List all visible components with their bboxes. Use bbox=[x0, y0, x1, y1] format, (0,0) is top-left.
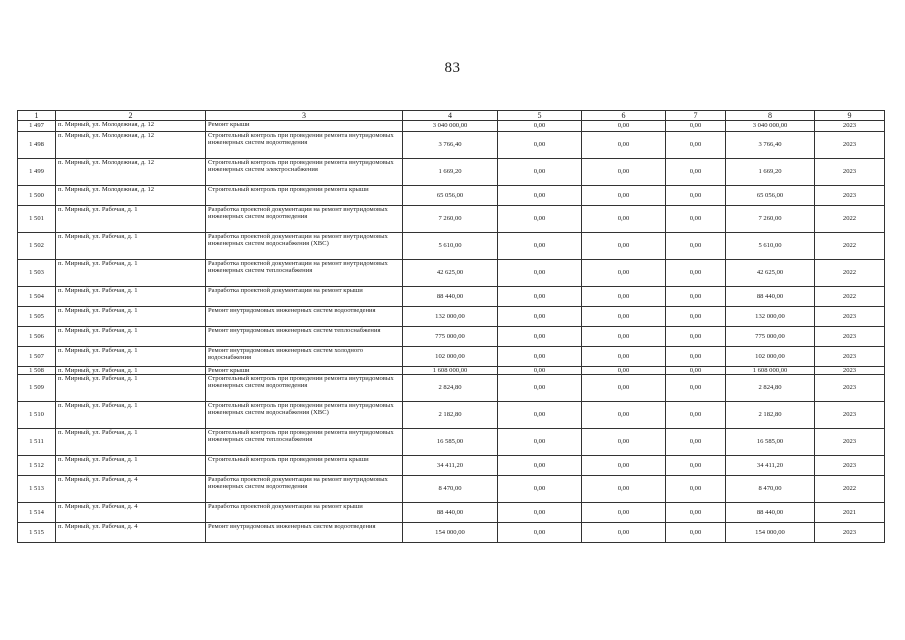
amount-col8-cell: 7 260,00 bbox=[726, 206, 815, 233]
address-cell: п. Мирный, ул. Рабочая, д. 1 bbox=[56, 206, 206, 233]
amount-col8-cell: 775 000,00 bbox=[726, 327, 815, 347]
amount-total-cell: 7 260,00 bbox=[403, 206, 498, 233]
work-type-cell: Строительный контроль при проведении ремонта крыши bbox=[206, 456, 403, 476]
year-cell: 2023 bbox=[815, 367, 885, 375]
address-cell: п. Мирный, ул. Рабочая, д. 1 bbox=[56, 429, 206, 456]
amount-col7-cell: 0,00 bbox=[666, 121, 726, 132]
amount-col6-cell: 0,00 bbox=[582, 206, 666, 233]
work-type-cell: Разработка проектной документации на ремонт внутридомовых инженерных систем водоотведения bbox=[206, 476, 403, 503]
table-row bbox=[18, 233, 885, 260]
amount-col8-cell: 42 625,00 bbox=[726, 260, 815, 287]
registry-table bbox=[17, 110, 885, 543]
amount-col5-cell: 0,00 bbox=[498, 260, 582, 287]
amount-total-cell: 8 470,00 bbox=[403, 476, 498, 503]
row-number: 1 505 bbox=[18, 307, 56, 327]
amount-col7-cell: 0,00 bbox=[666, 159, 726, 186]
column-header-9: 9 bbox=[815, 111, 885, 121]
year-cell: 2023 bbox=[815, 347, 885, 367]
amount-total-cell: 1 669,20 bbox=[403, 159, 498, 186]
table-row bbox=[18, 476, 885, 503]
address-cell: п. Мирный, ул. Молодежная, д. 12 bbox=[56, 121, 206, 132]
work-type-cell: Строительный контроль при проведении ремонта внутридомовых инженерных систем теплоснабжения bbox=[206, 429, 403, 456]
row-number: 1 497 bbox=[18, 121, 56, 132]
column-header-5: 5 bbox=[498, 111, 582, 121]
amount-col6-cell: 0,00 bbox=[582, 523, 666, 543]
header-row bbox=[18, 111, 885, 121]
year-cell: 2022 bbox=[815, 287, 885, 307]
amount-col7-cell: 0,00 bbox=[666, 523, 726, 543]
table-row bbox=[18, 456, 885, 476]
amount-col8-cell: 154 000,00 bbox=[726, 523, 815, 543]
amount-col8-cell: 34 411,20 bbox=[726, 456, 815, 476]
table-row bbox=[18, 375, 885, 402]
table-row bbox=[18, 260, 885, 287]
work-type-cell: Строительный контроль при проведении ремонта внутридомовых инженерных систем водоотведения bbox=[206, 375, 403, 402]
amount-col6-cell: 0,00 bbox=[582, 327, 666, 347]
amount-col6-cell: 0,00 bbox=[582, 503, 666, 523]
amount-col7-cell: 0,00 bbox=[666, 429, 726, 456]
year-cell: 2023 bbox=[815, 456, 885, 476]
column-header-2: 2 bbox=[56, 111, 206, 121]
address-cell: п. Мирный, ул. Рабочая, д. 1 bbox=[56, 375, 206, 402]
amount-col7-cell: 0,00 bbox=[666, 347, 726, 367]
year-cell: 2023 bbox=[815, 121, 885, 132]
amount-col6-cell: 0,00 bbox=[582, 132, 666, 159]
address-cell: п. Мирный, ул. Рабочая, д. 1 bbox=[56, 402, 206, 429]
row-number: 1 511 bbox=[18, 429, 56, 456]
amount-col7-cell: 0,00 bbox=[666, 503, 726, 523]
address-cell: п. Мирный, ул. Рабочая, д. 1 bbox=[56, 233, 206, 260]
amount-col5-cell: 0,00 bbox=[498, 503, 582, 523]
amount-total-cell: 154 000,00 bbox=[403, 523, 498, 543]
table-row bbox=[18, 402, 885, 429]
amount-col5-cell: 0,00 bbox=[498, 186, 582, 206]
address-cell: п. Мирный, ул. Рабочая, д. 4 bbox=[56, 476, 206, 503]
amount-col5-cell: 0,00 bbox=[498, 456, 582, 476]
amount-col8-cell: 1 669,20 bbox=[726, 159, 815, 186]
year-cell: 2022 bbox=[815, 260, 885, 287]
amount-col7-cell: 0,00 bbox=[666, 402, 726, 429]
row-number: 1 512 bbox=[18, 456, 56, 476]
year-cell: 2023 bbox=[815, 132, 885, 159]
address-cell: п. Мирный, ул. Рабочая, д. 1 bbox=[56, 327, 206, 347]
amount-col7-cell: 0,00 bbox=[666, 260, 726, 287]
amount-col6-cell: 0,00 bbox=[582, 233, 666, 260]
amount-col6-cell: 0,00 bbox=[582, 476, 666, 503]
amount-col6-cell: 0,00 bbox=[582, 159, 666, 186]
work-type-cell: Ремонт крыши bbox=[206, 121, 403, 132]
amount-col5-cell: 0,00 bbox=[498, 121, 582, 132]
row-number: 1 503 bbox=[18, 260, 56, 287]
amount-col6-cell: 0,00 bbox=[582, 456, 666, 476]
work-type-cell: Ремонт крыши bbox=[206, 367, 403, 375]
table-row bbox=[18, 287, 885, 307]
amount-col5-cell: 0,00 bbox=[498, 375, 582, 402]
address-cell: п. Мирный, ул. Рабочая, д. 1 bbox=[56, 347, 206, 367]
amount-col6-cell: 0,00 bbox=[582, 307, 666, 327]
address-cell: п. Мирный, ул. Рабочая, д. 1 bbox=[56, 287, 206, 307]
row-number: 1 506 bbox=[18, 327, 56, 347]
amount-col7-cell: 0,00 bbox=[666, 307, 726, 327]
year-cell: 2022 bbox=[815, 476, 885, 503]
amount-col6-cell: 0,00 bbox=[582, 121, 666, 132]
amount-total-cell: 34 411,20 bbox=[403, 456, 498, 476]
amount-col6-cell: 0,00 bbox=[582, 287, 666, 307]
amount-total-cell: 65 056,00 bbox=[403, 186, 498, 206]
amount-total-cell: 2 824,80 bbox=[403, 375, 498, 402]
amount-col8-cell: 132 000,00 bbox=[726, 307, 815, 327]
year-cell: 2023 bbox=[815, 402, 885, 429]
page-number: 83 bbox=[444, 60, 461, 76]
address-cell: п. Мирный, ул. Рабочая, д. 4 bbox=[56, 523, 206, 543]
amount-col5-cell: 0,00 bbox=[498, 367, 582, 375]
amount-col8-cell: 3 040 000,00 bbox=[726, 121, 815, 132]
work-type-cell: Разработка проектной документации на ремонт крыши bbox=[206, 287, 403, 307]
year-cell: 2022 bbox=[815, 233, 885, 260]
amount-col8-cell: 3 766,40 bbox=[726, 132, 815, 159]
address-cell: п. Мирный, ул. Рабочая, д. 1 bbox=[56, 260, 206, 287]
column-header-4: 4 bbox=[403, 111, 498, 121]
amount-col5-cell: 0,00 bbox=[498, 429, 582, 456]
amount-total-cell: 102 000,00 bbox=[403, 347, 498, 367]
work-type-cell: Разработка проектной документации на ремонт внутридомовых инженерных систем теплоснабжения bbox=[206, 260, 403, 287]
row-number: 1 500 bbox=[18, 186, 56, 206]
amount-col7-cell: 0,00 bbox=[666, 327, 726, 347]
column-header-8: 8 bbox=[726, 111, 815, 121]
amount-col5-cell: 0,00 bbox=[498, 132, 582, 159]
row-number: 1 510 bbox=[18, 402, 56, 429]
row-number: 1 507 bbox=[18, 347, 56, 367]
table-row bbox=[18, 429, 885, 456]
year-cell: 2023 bbox=[815, 186, 885, 206]
row-number: 1 504 bbox=[18, 287, 56, 307]
work-type-cell: Ремонт внутридомовых инженерных систем теплоснабжения bbox=[206, 327, 403, 347]
address-cell: п. Мирный, ул. Рабочая, д. 4 bbox=[56, 503, 206, 523]
table-row bbox=[18, 347, 885, 367]
amount-col5-cell: 0,00 bbox=[498, 233, 582, 260]
address-cell: п. Мирный, ул. Молодежная, д. 12 bbox=[56, 132, 206, 159]
amount-total-cell: 132 000,00 bbox=[403, 307, 498, 327]
amount-total-cell: 2 182,80 bbox=[403, 402, 498, 429]
amount-total-cell: 3 766,40 bbox=[403, 132, 498, 159]
work-type-cell: Строительный контроль при проведении ремонта внутридомовых инженерных систем водоотведения bbox=[206, 132, 403, 159]
amount-total-cell: 16 585,00 bbox=[403, 429, 498, 456]
amount-col5-cell: 0,00 bbox=[498, 327, 582, 347]
table-body bbox=[18, 121, 885, 543]
amount-col7-cell: 0,00 bbox=[666, 186, 726, 206]
work-type-cell: Строительный контроль при проведении ремонта внутридомовых инженерных систем электроснабжения bbox=[206, 159, 403, 186]
amount-total-cell: 88 440,00 bbox=[403, 503, 498, 523]
amount-col7-cell: 0,00 bbox=[666, 132, 726, 159]
amount-col5-cell: 0,00 bbox=[498, 523, 582, 543]
row-number: 1 508 bbox=[18, 367, 56, 375]
row-number: 1 501 bbox=[18, 206, 56, 233]
row-number: 1 509 bbox=[18, 375, 56, 402]
amount-total-cell: 1 608 000,00 bbox=[403, 367, 498, 375]
amount-col8-cell: 2 824,80 bbox=[726, 375, 815, 402]
work-type-cell: Разработка проектной документации на ремонт внутридомовых инженерных систем водоотведения bbox=[206, 206, 403, 233]
row-number: 1 515 bbox=[18, 523, 56, 543]
amount-col8-cell: 8 470,00 bbox=[726, 476, 815, 503]
year-cell: 2023 bbox=[815, 523, 885, 543]
table-row bbox=[18, 206, 885, 233]
amount-col7-cell: 0,00 bbox=[666, 375, 726, 402]
amount-col8-cell: 1 608 000,00 bbox=[726, 367, 815, 375]
amount-col5-cell: 0,00 bbox=[498, 287, 582, 307]
work-type-cell: Строительный контроль при проведении ремонта крыши bbox=[206, 186, 403, 206]
row-number: 1 502 bbox=[18, 233, 56, 260]
amount-col5-cell: 0,00 bbox=[498, 476, 582, 503]
row-number: 1 498 bbox=[18, 132, 56, 159]
amount-col6-cell: 0,00 bbox=[582, 347, 666, 367]
address-cell: п. Мирный, ул. Рабочая, д. 1 bbox=[56, 456, 206, 476]
amount-total-cell: 88 440,00 bbox=[403, 287, 498, 307]
work-type-cell: Строительный контроль при проведении ремонта внутридомовых инженерных систем водоснабжения (ХВС) bbox=[206, 402, 403, 429]
amount-total-cell: 42 625,00 bbox=[403, 260, 498, 287]
amount-col8-cell: 16 585,00 bbox=[726, 429, 815, 456]
year-cell: 2021 bbox=[815, 503, 885, 523]
year-cell: 2023 bbox=[815, 159, 885, 186]
table-row bbox=[18, 503, 885, 523]
work-type-cell: Ремонт внутридомовых инженерных систем холодного водоснабжения bbox=[206, 347, 403, 367]
row-number: 1 514 bbox=[18, 503, 56, 523]
address-cell: п. Мирный, ул. Рабочая, д. 1 bbox=[56, 307, 206, 327]
amount-col6-cell: 0,00 bbox=[582, 367, 666, 375]
address-cell: п. Мирный, ул. Молодежная, д. 12 bbox=[56, 159, 206, 186]
table-row bbox=[18, 132, 885, 159]
year-cell: 2022 bbox=[815, 206, 885, 233]
amount-col5-cell: 0,00 bbox=[498, 402, 582, 429]
amount-col7-cell: 0,00 bbox=[666, 287, 726, 307]
amount-col8-cell: 65 056,00 bbox=[726, 186, 815, 206]
column-header-6: 6 bbox=[582, 111, 666, 121]
amount-total-cell: 775 000,00 bbox=[403, 327, 498, 347]
work-type-cell: Разработка проектной документации на ремонт внутридомовых инженерных систем водоснабжения (ХВС) bbox=[206, 233, 403, 260]
amount-col8-cell: 88 440,00 bbox=[726, 503, 815, 523]
table-row bbox=[18, 307, 885, 327]
table-row bbox=[18, 523, 885, 543]
address-cell: п. Мирный, ул. Молодежная, д. 12 bbox=[56, 186, 206, 206]
amount-col5-cell: 0,00 bbox=[498, 307, 582, 327]
amount-col8-cell: 102 000,00 bbox=[726, 347, 815, 367]
column-header-7: 7 bbox=[666, 111, 726, 121]
work-type-cell: Ремонт внутридомовых инженерных систем водоотведения bbox=[206, 523, 403, 543]
amount-col6-cell: 0,00 bbox=[582, 260, 666, 287]
amount-col7-cell: 0,00 bbox=[666, 456, 726, 476]
amount-col8-cell: 2 182,80 bbox=[726, 402, 815, 429]
amount-col5-cell: 0,00 bbox=[498, 206, 582, 233]
year-cell: 2023 bbox=[815, 327, 885, 347]
work-type-cell: Разработка проектной документации на ремонт крыши bbox=[206, 503, 403, 523]
column-header-1: 1 bbox=[18, 111, 56, 121]
year-cell: 2023 bbox=[815, 307, 885, 327]
year-cell: 2023 bbox=[815, 375, 885, 402]
amount-col6-cell: 0,00 bbox=[582, 402, 666, 429]
amount-col6-cell: 0,00 bbox=[582, 429, 666, 456]
amount-col7-cell: 0,00 bbox=[666, 233, 726, 260]
table-row bbox=[18, 327, 885, 347]
amount-col5-cell: 0,00 bbox=[498, 159, 582, 186]
amount-col8-cell: 5 610,00 bbox=[726, 233, 815, 260]
table-row bbox=[18, 159, 885, 186]
column-header-3: 3 bbox=[206, 111, 403, 121]
year-cell: 2023 bbox=[815, 429, 885, 456]
table-row bbox=[18, 121, 885, 132]
table-row bbox=[18, 186, 885, 206]
amount-col6-cell: 0,00 bbox=[582, 375, 666, 402]
address-cell: п. Мирный, ул. Рабочая, д. 1 bbox=[56, 367, 206, 375]
amount-total-cell: 3 040 000,00 bbox=[403, 121, 498, 132]
amount-total-cell: 5 610,00 bbox=[403, 233, 498, 260]
row-number: 1 499 bbox=[18, 159, 56, 186]
row-number: 1 513 bbox=[18, 476, 56, 503]
amount-col7-cell: 0,00 bbox=[666, 476, 726, 503]
amount-col8-cell: 88 440,00 bbox=[726, 287, 815, 307]
work-type-cell: Ремонт внутридомовых инженерных систем водоотведения bbox=[206, 307, 403, 327]
table-row bbox=[18, 367, 885, 375]
amount-col7-cell: 0,00 bbox=[666, 367, 726, 375]
amount-col7-cell: 0,00 bbox=[666, 206, 726, 233]
amount-col5-cell: 0,00 bbox=[498, 347, 582, 367]
amount-col6-cell: 0,00 bbox=[582, 186, 666, 206]
